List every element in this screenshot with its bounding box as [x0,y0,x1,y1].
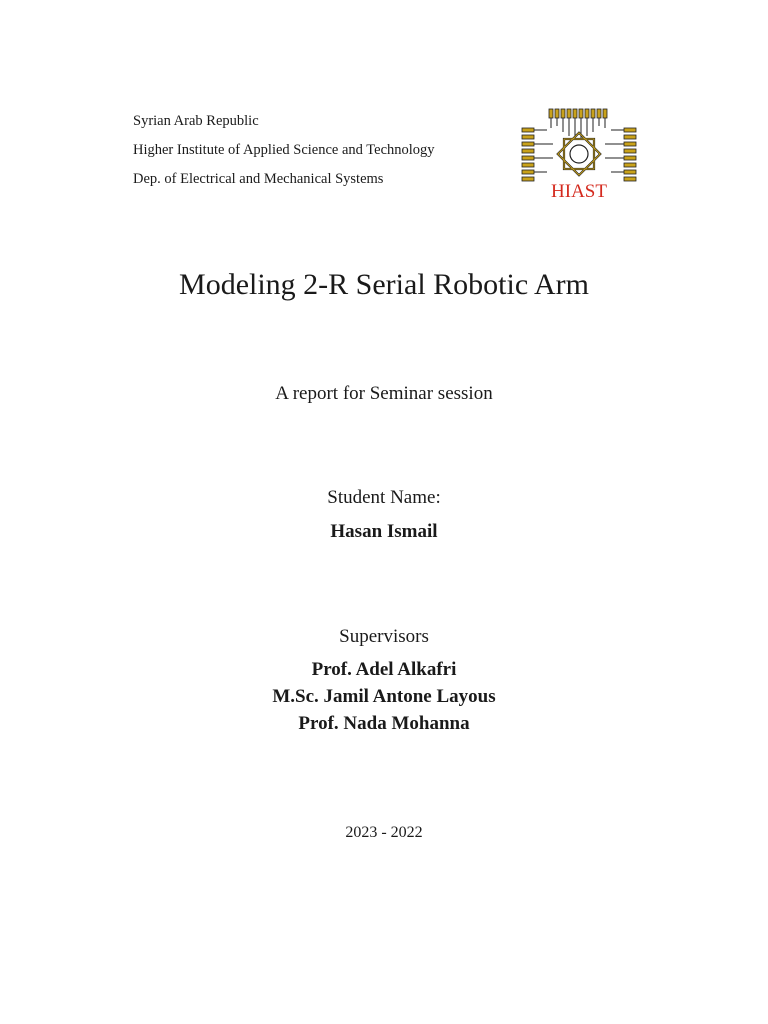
supervisor-name: M.Sc. Jamil Antone Layous [272,686,496,707]
report-subtitle: A report for Seminar session [275,383,493,404]
academic-year: 2023 - 2022 [345,824,423,841]
hiast-logo [519,106,639,202]
report-title: Modeling 2-R Serial Robotic Arm [179,268,589,301]
supervisor-name: Prof. Adel Alkafri [311,659,457,680]
student-name: Hasan Ismail [330,521,438,542]
country-name: Syrian Arab Republic [133,113,259,129]
department-name: Dep. of Electrical and Mechanical Systems [133,171,384,187]
hiast-logo-icon [519,106,639,202]
institute-name: Higher Institute of Applied Science and Technology [133,142,435,158]
supervisors-label: Supervisors [339,626,429,647]
logo-text: HIAST [551,181,607,202]
student-label: Student Name: [327,487,441,508]
supervisor-name: Prof. Nada Mohanna [298,713,470,734]
